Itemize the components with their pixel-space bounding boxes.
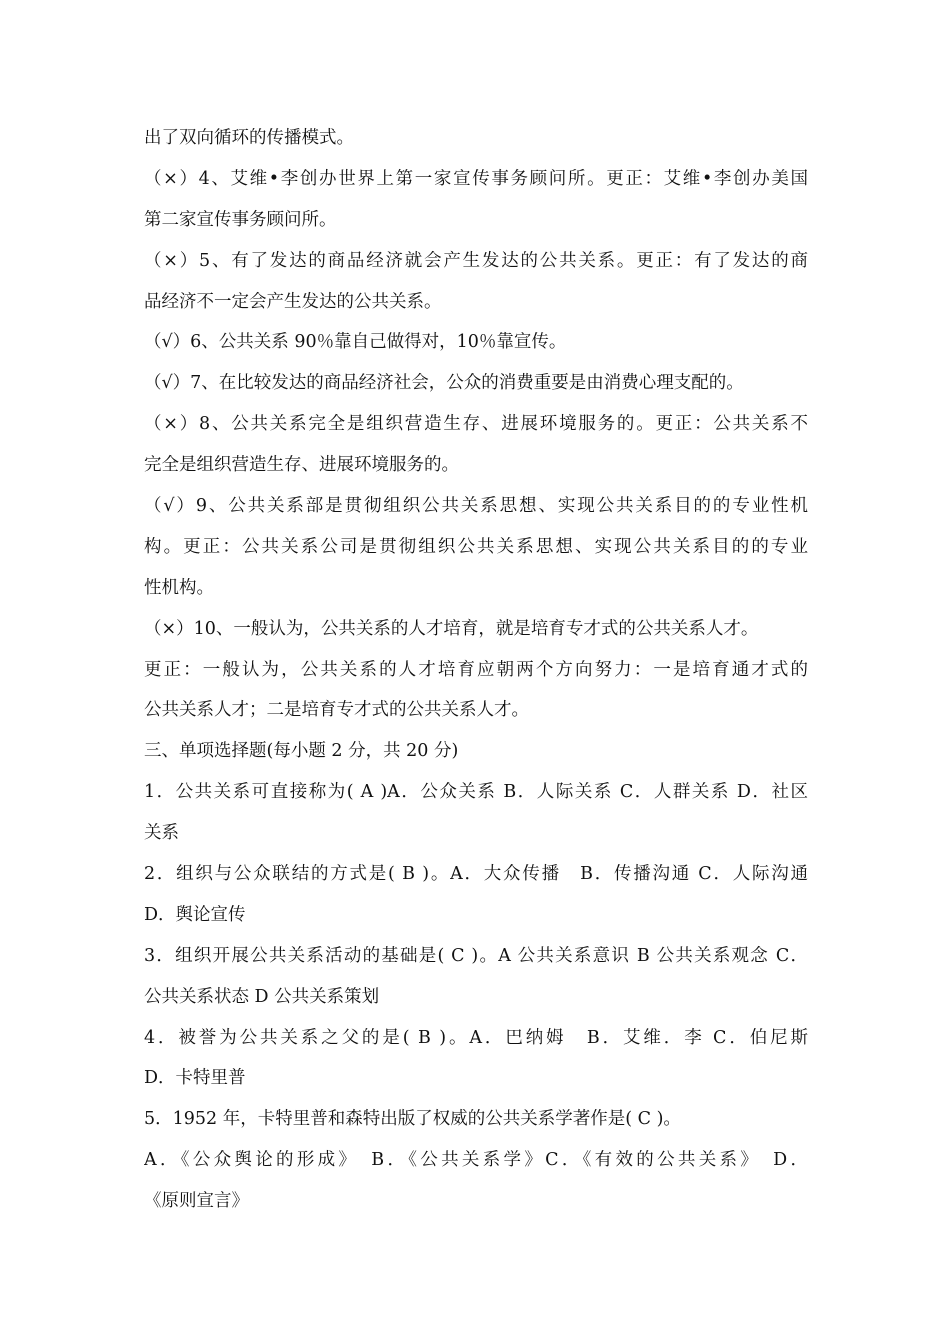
text-line: （√）6、公共关系 90％靠自己做得对，10％靠宣传。 [144, 332, 567, 353]
text-line: 完全是组织营造生存、进展环境服务的。 [144, 455, 459, 476]
text-line: （×）5、有了发达的商品经济就会产生发达的公共关系。更正：有了发达的商 [144, 250, 808, 271]
text-line: （√）9、公共关系部是贯彻组织公共关系思想、实现公共关系目的的专业性机 [144, 496, 808, 517]
text-line: 更正：一般认为，公共关系的人才培育应朝两个方向努力：一是培育通才式的 [144, 659, 808, 680]
question-line: 1．公共关系可直接称为( A )A．公众关系 B．人际关系 C．人群关系 D．社区 [144, 782, 808, 803]
question-line: D．舆论宣传 [144, 904, 246, 925]
text-line: 品经济不一定会产生发达的公共关系。 [144, 291, 442, 312]
question-line: A．《公众舆论的形成》 B．《公共关系学》C．《有效的公共关系》 D． [144, 1150, 808, 1171]
question-line: 《原则宣言》 [144, 1191, 249, 1212]
text-line: 构。更正：公共关系公司是贯彻组织公共关系思想、实现公共关系目的的专业 [144, 536, 808, 557]
document-body [144, 118, 808, 1222]
question-line: D．卡特里普 [144, 1068, 246, 1089]
question-line: 公共关系状态 D 公共关系策划 [144, 986, 380, 1007]
question-line: 关系 [144, 823, 179, 844]
text-line: 公共关系人才；二是培育专才式的公共关系人才。 [144, 700, 529, 721]
section-heading: 三、单项选择题(每小题 2 分，共 20 分) [144, 741, 459, 762]
text-line: （×）4、艾维•李创办世界上第一家宣传事务顾问所。更正：艾维•李创办美国 [144, 168, 808, 189]
question-line: 5．1952 年，卡特里普和森特出版了权威的公共关系学著作是( C )。 [144, 1109, 681, 1130]
question-line: 4．被誉为公共关系之父的是( B )。A．巴纳姆 B．艾维．李 C．伯尼斯 [144, 1027, 808, 1048]
text-line: （√）7、在比较发达的商品经济社会，公众的消费重要是由消费心理支配的。 [144, 373, 744, 394]
text-line: 出了双向循环的传播模式。 [144, 128, 354, 148]
text-line: 性机构。 [144, 577, 214, 598]
text-line: （×）8、公共关系完全是组织营造生存、进展环境服务的。更正：公共关系不 [144, 414, 808, 435]
text-line: 第二家宣传事务顾问所。 [144, 209, 337, 230]
text-line: （×）10、一般认为，公共关系的人才培育，就是培育专才式的公共关系人才。 [144, 618, 759, 639]
question-line: 2．组织与公众联结的方式是( B )。A．大众传播 B．传播沟通 C．人际沟通 [144, 864, 808, 885]
question-line: 3．组织开展公共关系活动的基础是( C )。A 公共关系意识 B 公共关系观念 C． [144, 945, 808, 966]
